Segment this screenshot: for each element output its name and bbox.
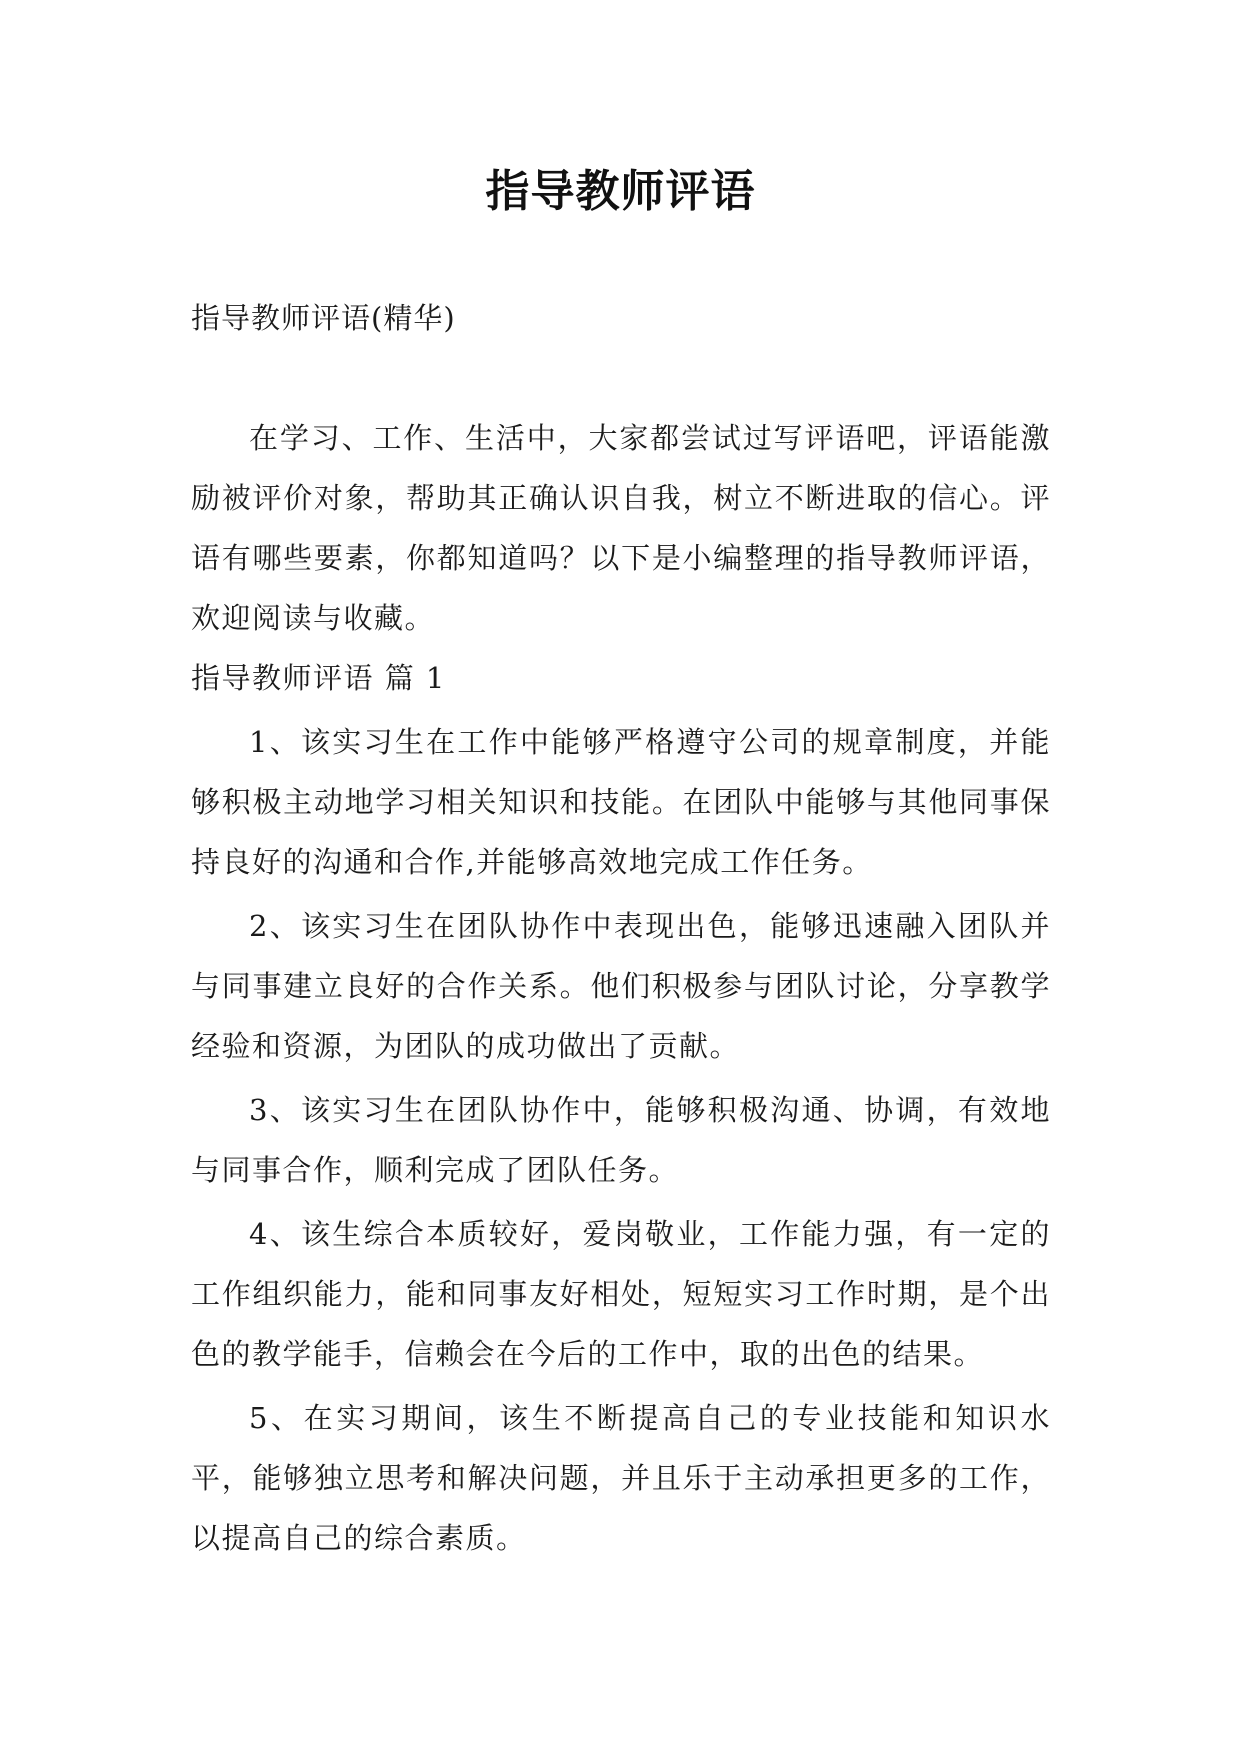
document-subtitle: 指导教师评语(精华) <box>191 301 456 335</box>
intro-paragraph: 在学习、工作、生活中，大家都尝试过写评语吧，评语能激励被评价对象，帮助其正确认识自我，树立不断进取的信心。评语有哪些要素，你都知道吗？以下是小编整理的指导教师评语，欢迎阅读与收藏。 <box>191 421 1051 635</box>
comment-item-3: 3、该实习生在团队协作中，能够积极沟通、协调，有效地与同事合作，顺利完成了团队任务。 <box>191 1093 1051 1187</box>
comment-item-2: 2、该实习生在团队协作中表现出色，能够迅速融入团队并与同事建立良好的合作关系。他们积极参与团队讨论，分享教学经验和资源，为团队的成功做出了贡献。 <box>191 909 1051 1063</box>
comment-item-1: 1、该实习生在工作中能够严格遵守公司的规章制度，并能够积极主动地学习相关知识和技能。在团队中能够与其他同事保持良好的沟通和合作,并能够高效地完成工作任务。 <box>191 725 1051 879</box>
comment-item-4: 4、该生综合本质较好，爱岗敬业，工作能力强，有一定的工作组织能力，能和同事友好相处，短短实习工作时期，是个出色的教学能手，信赖会在今后的工作中，取的出色的结果。 <box>191 1217 1051 1371</box>
document-body <box>191 408 1051 1568</box>
comment-item-5: 5、在实习期间，该生不断提高自己的专业技能和知识水平，能够独立思考和解决问题，并且乐于主动承担更多的工作，以提高自己的综合素质。 <box>191 1401 1051 1555</box>
document-title: 指导教师评语 <box>485 166 756 217</box>
section-heading: 指导教师评语 篇 1 <box>191 661 446 695</box>
